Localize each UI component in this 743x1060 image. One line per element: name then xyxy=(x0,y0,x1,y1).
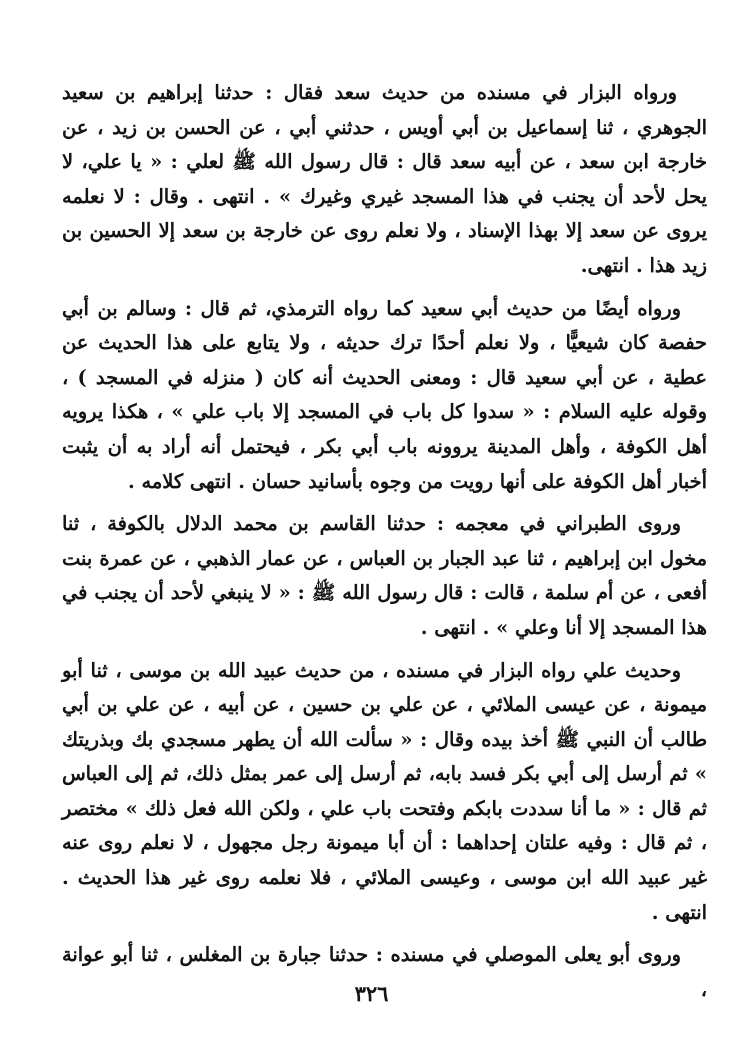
paragraph-abu-yala: وروى أبو يعلى الموصلي في مسنده : حدثنا جبارة بن المغلس ، ثنا أبو عوانة ، xyxy=(62,943,707,1001)
paragraph-bazzar-saad: ورواه البزار في مسنده من حديث سعد فقال : حدثنا إبراهيم بن سعيد الجوهري ، ثنا إسماعيل بن أبي أويس ، حدثني أبي ، عن الحسن بن زيد ، عن خارجة ابن سعد ، عن أبيه سعد قال : قال رسول الله ﷺ لعلي : « يا علي، لا يحل لأحد أن يجنب في هذا المسجد غيري وغيرك » . انتهى . وقال : لا نعلمه يروى عن سعد إلا بهذا الإسناد ، ولا نعلم روى عن خارجة بن سعد إلا الحسين بن زيد هذا . انتهى. xyxy=(62,81,707,277)
paragraph-tabarani: وروى الطبراني في معجمه : حدثنا القاسم بن محمد الدلال بالكوفة ، ثنا مخول ابن إبراهيم ، ثنا عبد الجبار بن العباس ، عن عمار الذهبي ، عن عمرة بنت أفعى ، عن أم سلمة ، قالت : قال رسول الله ﷺ : « لا ينبغي لأحد أن يجنب في هذا المسجد إلا أنا وعلي » . انتهى . xyxy=(62,512,707,639)
page-number: ٣٢٦ xyxy=(354,981,389,1006)
paragraph-abu-said: ورواه أيضًا من حديث أبي سعيد كما رواه الترمذي، ثم قال : وسالم بن أبي حفصة كان شيعيًّا ، ولا نعلم أحدًا ترك حديثه ، ولا يتابع على هذا الحديث عن عطية ، عن أبي سعيد قال : ومعنى الحديث أنه كان ( منزله في المسجد ) ، وقوله عليه السلام : « سدوا كل باب في المسجد إلا باب علي » ، هكذا يرويه أهل الكوفة ، وأهل المدينة يروونه باب أبي بكر ، فيحتمل أنه أراد به أن يثبت أخبار أهل الكوفة على أنها رويت من وجوه بأسانيد حسان . انتهى كلامه . xyxy=(62,296,707,493)
paragraph-hadith-ali: وحديث علي رواه البزار في مسنده ، من حديث عبيد الله بن موسى ، ثنا أبو ميمونة ، عن عيسى الملائي ، عن علي بن حسين ، عن أبيه ، عن علي بن أبي طالب أن النبي ﷺ أخذ بيده وقال : « سألت الله أن يطهر مسجدي بك وبذريتك » ثم أرسل إلى أبي بكر فسد بابه، ثم أرسل إلى عمر بمثل ذلك، ثم إلى العباس ثم قال : « ما أنا سددت بابكم وفتحت باب علي ، ولكن الله فعل ذلك » مختصر ، ثم قال : وفيه علتان إحداهما : أن أبا ميمونة رجل مجهول ، لا نعلم روى عنه غير عبيد الله ابن موسى ، وعيسى الملائي ، فلا نعلمه روى غير هذا الحديث . انتهى . xyxy=(62,658,707,924)
page-body xyxy=(62,76,707,1007)
